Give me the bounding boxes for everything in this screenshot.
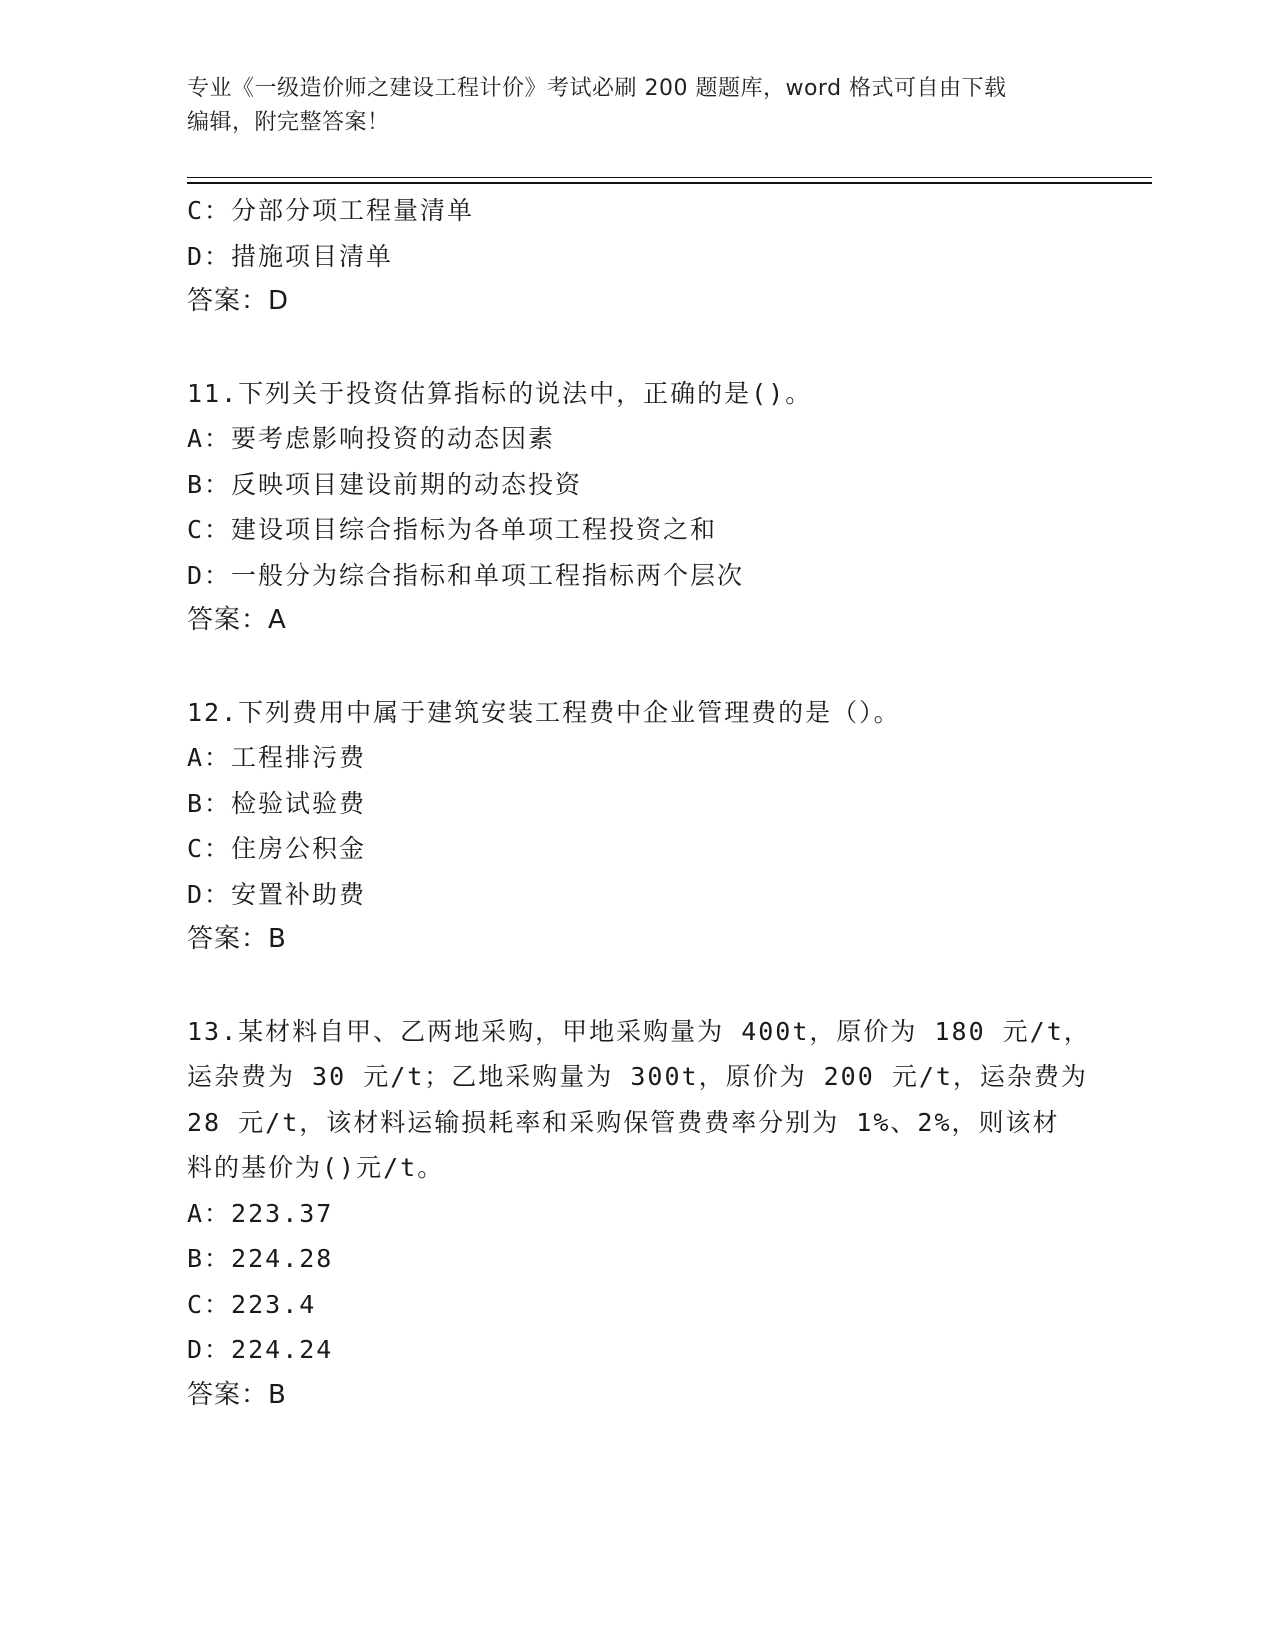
question-block-13 (187, 1009, 1091, 1419)
option-a: A：工程排污费 (187, 743, 367, 772)
option-a: A：要考虑影响投资的动态因素 (187, 424, 556, 453)
spacer (187, 644, 1087, 690)
option-a: A：223.37 (187, 1198, 334, 1228)
option-d: D：措施项目清单 (187, 241, 394, 271)
question-stem-line-2: 运杂费为 30 元/t；乙地采购量为 300t，原价为 200 元/t，运杂费为 (187, 1062, 1088, 1091)
answer-line: 答案：B (187, 1379, 287, 1410)
option-d: D：224.24 (187, 1335, 334, 1364)
header-divider-thick (187, 182, 1152, 184)
question-stem: 11.下列关于投资估算指标的说法中，正确的是()。 (187, 378, 813, 408)
question-stem-line-4: 料的基价为()元/t。 (187, 1153, 445, 1182)
option-d: D：安置补助费 (187, 879, 367, 909)
option-b: B：224.28 (187, 1244, 334, 1273)
option-c: C：223.4 (187, 1289, 317, 1319)
header-title-line-1: 专业《一级造价师之建设工程计价》考试必刷 200 题题库，word 格式可自由下载 (187, 76, 1007, 101)
answer-line: 答案：D (187, 286, 290, 316)
spacer (187, 963, 1087, 1009)
question-stem-line-1: 13.某材料自甲、乙两地采购，甲地采购量为 400t，原价为 180 元/t， (187, 1016, 1091, 1046)
option-d: D：一般分为综合指标和单项工程指标两个层次 (187, 560, 745, 590)
option-b: B：检验试验费 (187, 788, 367, 818)
header-title-line-2: 编辑，附完整答案！ (187, 110, 390, 135)
option-c: C：建设项目综合指标为各单项工程投资之和 (187, 515, 718, 544)
option-b: B：反映项目建设前期的动态投资 (187, 469, 583, 499)
question-block-11 (187, 371, 1087, 644)
question-stem: 12.下列费用中属于建筑安装工程费中企业管理费的是（）。 (187, 697, 901, 727)
option-c: C：分部分项工程量清单 (187, 196, 475, 225)
spacer (187, 325, 1087, 371)
question-block-12 (187, 690, 1087, 963)
answer-line: 答案：B (187, 924, 287, 954)
answer-line: 答案：A (187, 605, 287, 635)
option-c: C：住房公积金 (187, 834, 367, 863)
question-stem-line-3: 28 元/t，该材料运输损耗率和采购保管费费率分别为 1%、2%，则该材 (187, 1107, 1060, 1137)
question-list (187, 188, 1091, 1418)
document-header (187, 72, 1067, 140)
question-block-10-continuation (187, 188, 1087, 325)
header-divider-thin (187, 177, 1152, 178)
